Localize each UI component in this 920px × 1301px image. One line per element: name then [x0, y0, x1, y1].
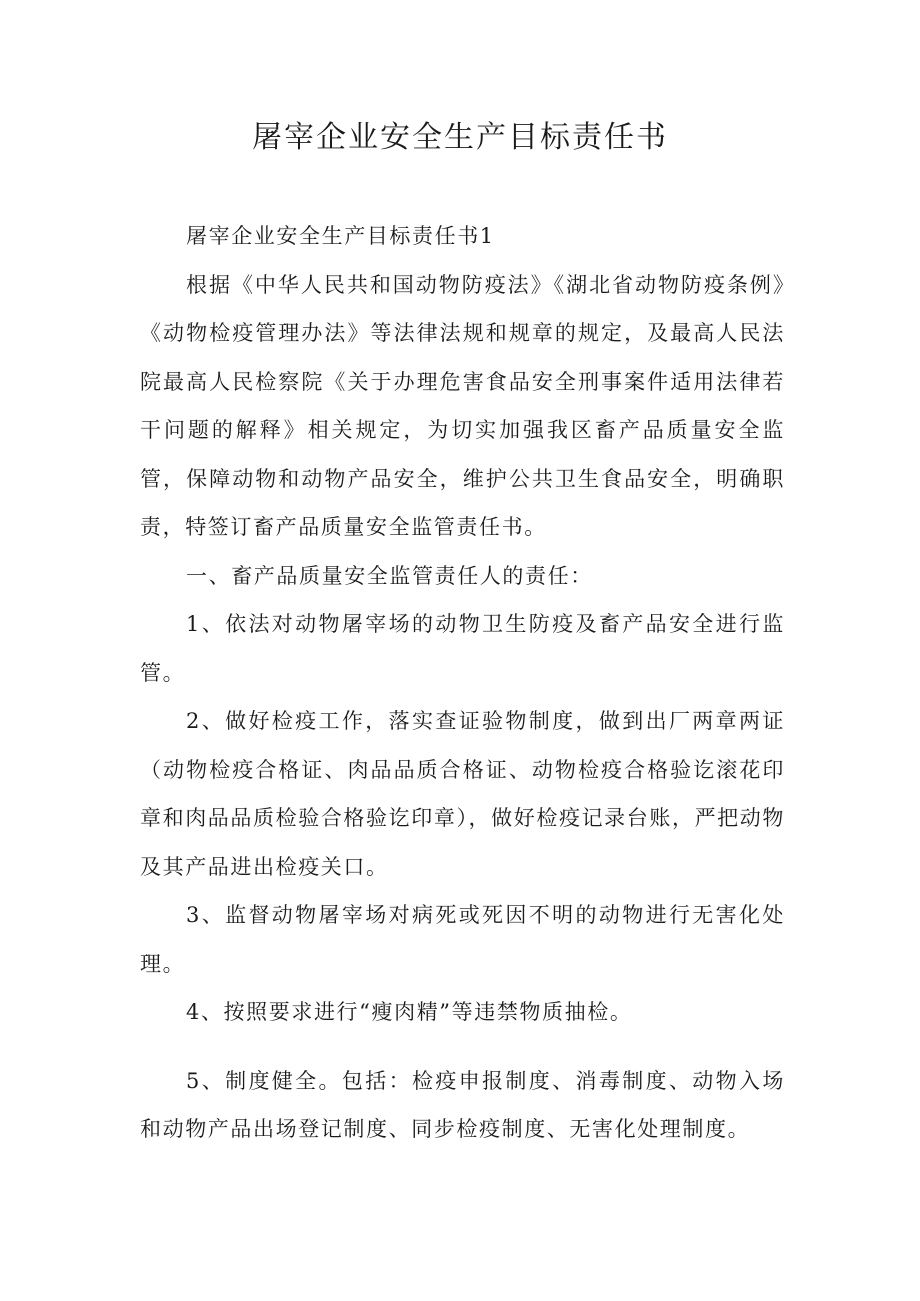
document-body: [140, 212, 785, 1154]
responsibility-item-2: 2、做好检疫工作，落实查证验物制度，做到出厂两章两证（动物检疫合格证、肉品品质合格证、动物检疫合格验讫滚花印章和肉品品质检验合格验讫印章），做好检疫记录台账，严把动物及其产品进出检疫关口。: [140, 709, 785, 879]
document-title: 屠宰企业安全生产目标责任书: [252, 120, 668, 155]
responsibility-item-4: 4、按照要求进行“瘦肉精”等违禁物质抽检。: [186, 1000, 633, 1024]
responsibility-item-5: 5、制度健全。包括：检疫申报制度、消毒制度、动物入场和动物产品出场登记制度、同步检疫制度、无害化处理制度。: [140, 1068, 785, 1141]
section-heading: 屠宰企业安全生产目标责任书1: [186, 224, 495, 248]
responsibility-heading: 一、畜产品质量安全监管责任人的责任：: [186, 563, 593, 588]
responsibility-item-3: 3、监督动物屠宰场对病死或死因不明的动物进行无害化处理。: [140, 903, 785, 976]
intro-paragraph: 根据《中华人民共和国动物防疫法》《湖北省动物防疫条例》《动物检疫管理办法》等法律法规和规章的规定，及最高人民法院最高人民检察院《关于办理危害食品安全刑事案件适用法律若干问题的解释》相关规定，为切实加强我区畜产品质量安全监管，保障动物和动物产品安全，维护公共卫生食品安全，明确职责，特签订畜产品质量安全监管责任书。: [140, 272, 785, 539]
responsibility-item-1: 1、依法对动物屠宰场的动物卫生防疫及畜产品安全进行监管。: [140, 612, 785, 685]
